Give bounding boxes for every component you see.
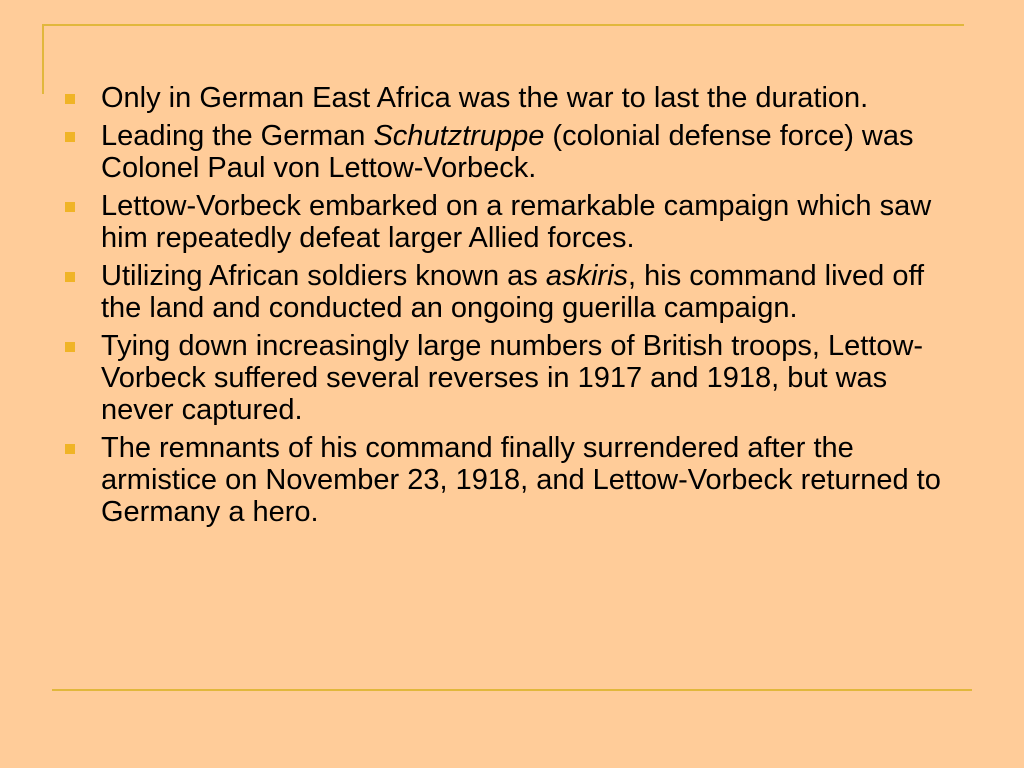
italic-term: askiris	[545, 260, 629, 292]
bullet-text-segment: Leading the German	[101, 120, 374, 152]
bullet-text	[101, 120, 914, 184]
bullet-item	[60, 260, 965, 324]
square-bullet-icon	[65, 342, 75, 352]
bottom-rule	[52, 689, 972, 691]
bullet-item	[60, 190, 965, 254]
bullet-text-segment: Only in German East Africa was the war to last the duration.	[101, 82, 869, 114]
square-bullet-icon	[65, 272, 75, 282]
bullet-item	[60, 82, 965, 114]
bullet-text	[101, 330, 923, 426]
bullet-text-segment: Lettow-Vorbeck embarked on a remarkable campaign which saw him repeatedly defeat larger Allied forces.	[101, 190, 932, 254]
bullet-text-segment: Utilizing African soldiers known as	[101, 260, 546, 292]
bullet-text	[101, 190, 931, 254]
italic-term: Schutztruppe	[373, 120, 545, 152]
bullet-text	[101, 82, 868, 114]
square-bullet-icon	[65, 202, 75, 212]
bullet-text-segment: Tying down increasingly large numbers of British troops, Lettow-Vorbeck suffered several reverses in 1917 and 1918, but was never captured.	[101, 330, 924, 426]
square-bullet-icon	[65, 94, 75, 104]
bullet-item	[60, 120, 965, 184]
bullet-list	[60, 82, 965, 534]
bullet-text	[101, 432, 941, 528]
bullet-item	[60, 432, 965, 528]
bullet-item	[60, 330, 965, 426]
top-rule	[42, 24, 964, 26]
square-bullet-icon	[65, 444, 75, 454]
bullet-text	[101, 260, 924, 324]
bullet-text-segment: (colonial defense force) was Colonel Paul von Lettow-Vorbeck.	[101, 120, 914, 184]
square-bullet-icon	[65, 132, 75, 142]
bullet-text-segment: , his command lived off the land and conducted an ongoing guerilla campaign.	[101, 260, 925, 324]
bullet-text-segment: The remnants of his command finally surrendered after the armistice on November 23, 1918, and Lettow-Vorbeck returned to Germany a hero.	[101, 432, 941, 528]
left-rule	[42, 24, 44, 94]
